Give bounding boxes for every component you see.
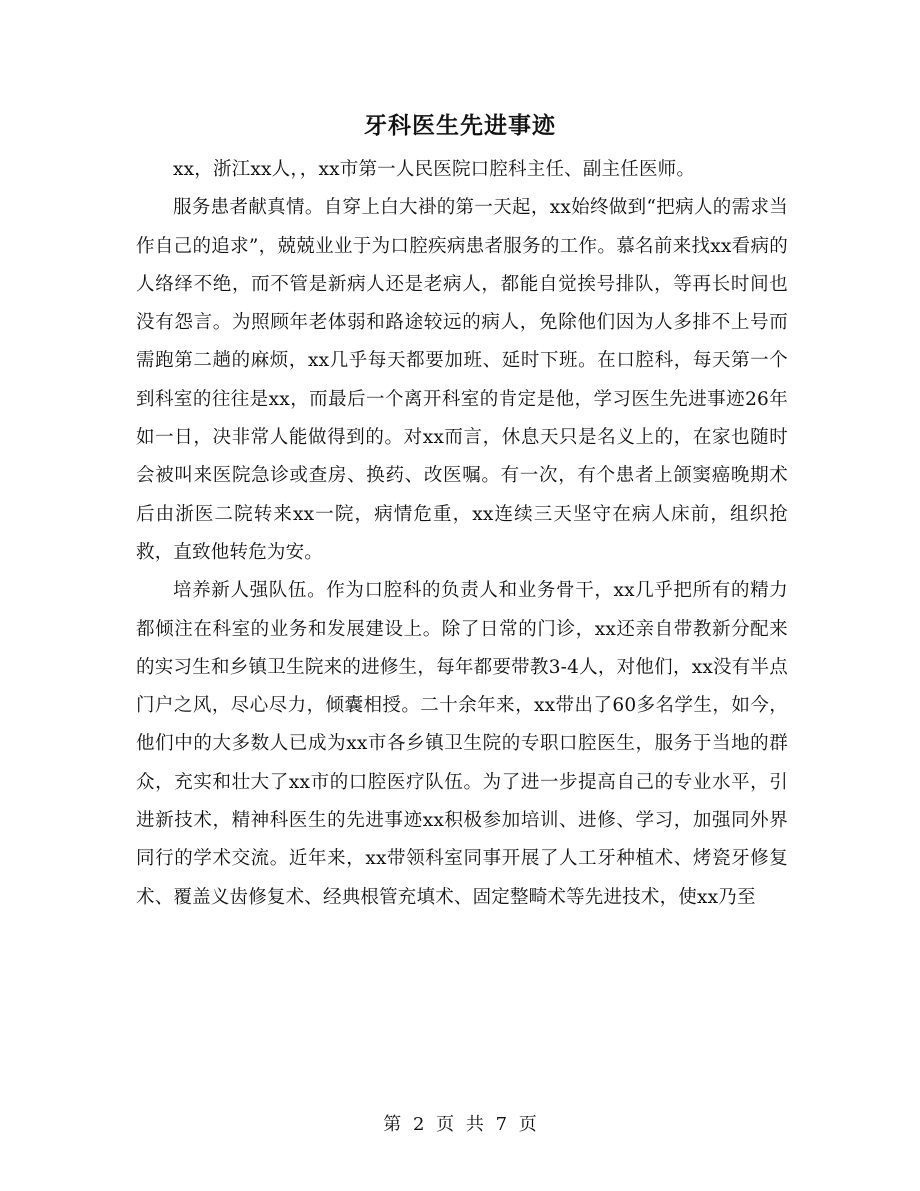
paragraph-training: 培养新人强队伍。作为口腔科的负责人和业务骨干，xx几乎把所有的精力都倾注在科室的业务和发展建设上。除了日常的门诊，xx还亲自带教新分配来的实习生和乡镇卫生院来的进修生，每年都要带教3-4人，对他们，xx没有半点门户之风，尽心尽力，倾囊相授。二十余年来，xx带出了60多名学生，如今，他们中的大多数人已成为xx市各乡镇卫生院的专职口腔医生，服务于当地的群众，充实和壮大了xx市的口腔医疗队伍。为了进一步提高自己的专业水平，引进新技术，精神科医生的先进事迹xx积极参加培训、进修、学习，加强同外界同行的学术交流。近年来，xx带领科室同事开展了人工牙种植术、烤瓷牙修复术、覆盖义齿修复术、经典根管充填术、固定整畸术等先进技术，使xx乃至 xyxy=(136,580,788,908)
paragraph-service: 服务患者献真情。自穿上白大褂的第一天起，xx始终做到“把病人的需求当作自己的追求”，兢兢业业于为口腔疾病患者服务的工作。慕名前来找xx看病的人络绎不绝，而不管是新病人还是老病人，都能自觉挨号排队，等再长时间也没有怨言。为照顾年老体弱和路途较远的病人，免除他们因为人多排不上号而需跑第二趟的麻烦，xx几乎每天都要加班、延时下班。在口腔科，每天第一个到科室的往往是xx，而最后一个离开科室的肯定是他，学习医生先进事迹26年如一日，决非常人能做得到的。对xx而言，休息天只是名义上的，在家也随时会被叫来医院急诊或查房、换药、改医嘱。有一次，有个患者上颌窦癌晚期术后由浙医二院转来xx一院，病情危重，xx连续三天坚守在病人床前，组织抢救，直致他转危为安。 xyxy=(136,197,788,563)
paragraph-intro: xx，浙江xx人，，xx市第一人民医院口腔科主任、副主任医师。 xyxy=(173,159,696,180)
page-number-footer: 第 2 页 共 7 页 xyxy=(383,1114,537,1135)
document-title: 牙科医生先进事迹 xyxy=(364,112,556,139)
document-body xyxy=(136,151,788,917)
